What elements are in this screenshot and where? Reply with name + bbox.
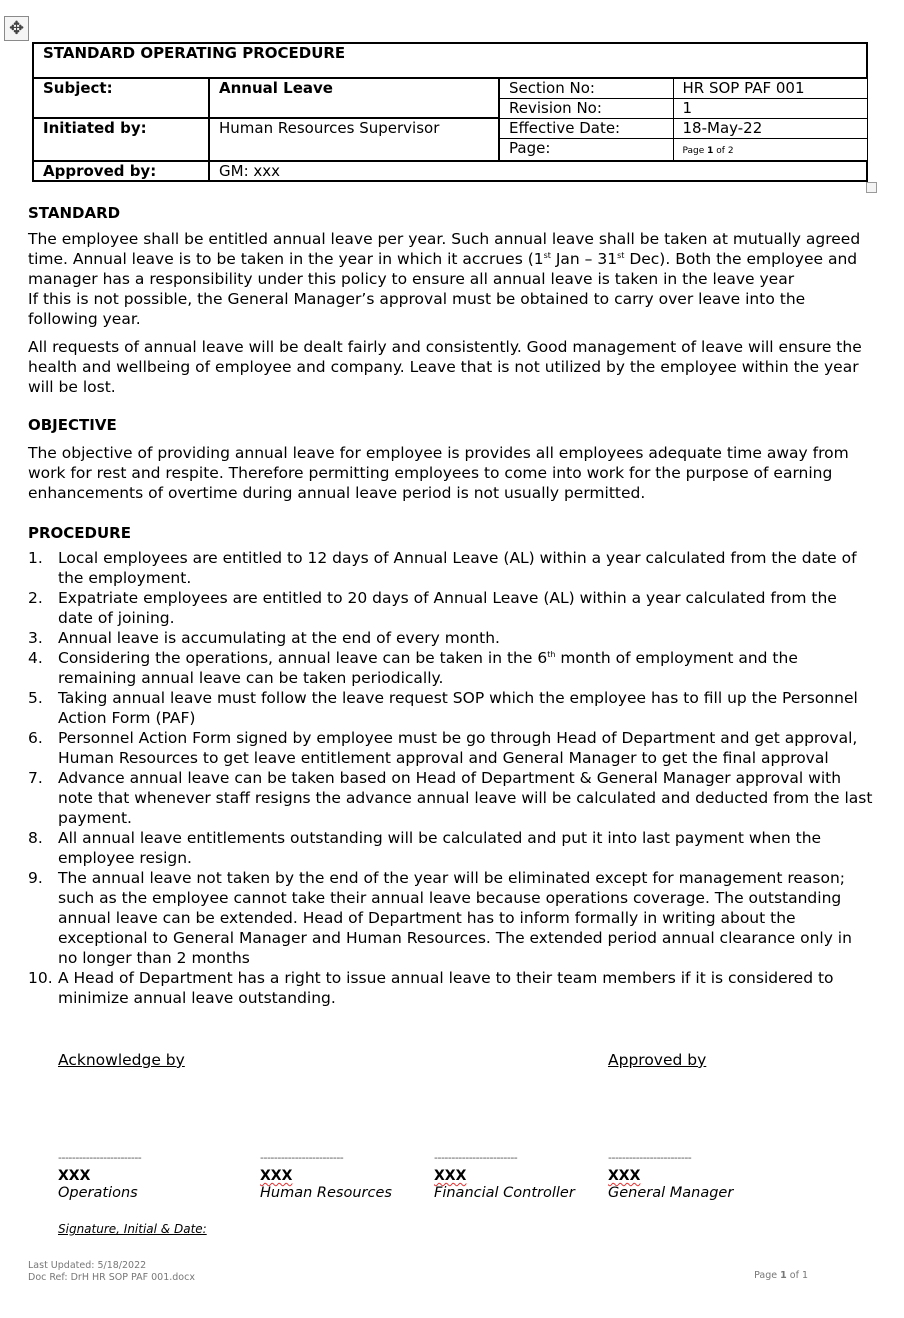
table-resize-handle[interactable]	[866, 182, 877, 193]
footer-page-pre: Page	[754, 1270, 781, 1281]
list-item-number: 3.	[28, 629, 43, 647]
signer-role-human-resources: Human Resources	[260, 1185, 392, 1201]
list-item-text: The annual leave not taken by the end of the year will be eliminated except for management reason; such as the employee cannot take their annual leave because operations coverage. The outstanding annual leave can be extended. Head of Department has to inform formally in writing about the exceptional to General Manager and Human Resources. The extended period annual clearance only in no longer than 2 months	[58, 869, 852, 967]
list-item	[28, 548, 876, 588]
list-item	[28, 628, 876, 648]
page-value-pre: Page	[682, 145, 708, 156]
initiated-label: Initiated by:	[33, 118, 209, 161]
list-item	[28, 868, 876, 968]
approved-by-label: Approved by	[608, 1051, 707, 1069]
signature-note: Signature, Initial & Date:	[58, 1222, 207, 1236]
signature-line: ------------------------	[58, 1151, 142, 1164]
list-item-text-a: Considering the operations, annual leave can be taken in the 6	[58, 649, 548, 667]
list-item	[28, 768, 876, 828]
objective-heading: OBJECTIVE	[28, 416, 117, 434]
standard-p1-part-d: If this is not possible, the General Manager’s approval must be obtained to carry over leave into the following year.	[28, 290, 806, 328]
signature-line: ------------------------	[260, 1151, 344, 1164]
footer-page-current: 1	[780, 1270, 787, 1281]
list-item	[28, 688, 876, 728]
acknowledge-by-label: Acknowledge by	[58, 1051, 185, 1069]
list-item-sup: th	[547, 650, 556, 659]
list-item-number: 5.	[28, 689, 43, 707]
list-item	[28, 968, 876, 1008]
list-item-text: Advance annual leave can be taken based on Head of Department & General Manager approval with note that whenever staff resigns the advance annual leave will be calculated and deducted from the last payment.	[58, 769, 873, 827]
footer-page-post: of 1	[786, 1270, 808, 1281]
footer-meta	[28, 1260, 195, 1284]
standard-p1-part-c: Dec). Both the employee and manager has a responsibility under this policy to ensure all annual leave is taken in the leave year	[28, 250, 858, 288]
list-item-text: Local employees are entitled to 12 days of Annual Leave (AL) within a year calculated from the date of the employment.	[58, 549, 857, 587]
list-item-number: 10.	[28, 969, 53, 987]
signer-name-general-manager: XXX	[608, 1168, 641, 1184]
footer-last-updated: Last Updated: 5/18/2022	[28, 1260, 147, 1271]
initiated-value: Human Resources Supervisor	[209, 118, 499, 161]
subject-value: Annual Leave	[209, 78, 499, 118]
section-label: Section No:	[499, 78, 673, 98]
list-item-text: A Head of Department has a right to issue annual leave to their team members if it is considered to minimize annual leave outstanding.	[58, 969, 834, 1007]
list-item-number: 6.	[28, 729, 43, 747]
list-item	[28, 648, 876, 688]
procedure-list	[28, 548, 876, 1008]
page-value-post: of 2	[713, 145, 734, 156]
standard-p1-sup-2: st	[617, 251, 625, 260]
signer-name-human-resources: XXX	[260, 1168, 293, 1184]
sop-title: STANDARD OPERATING PROCEDURE	[33, 43, 867, 78]
standard-heading: STANDARD	[28, 204, 121, 222]
list-item-text: Personnel Action Form signed by employee must be go through Head of Department and get approval, Human Resources to get leave entitlement approval and General Manager to get the final approval	[58, 729, 858, 767]
subject-label: Subject:	[33, 78, 209, 118]
signature-line: ------------------------	[434, 1151, 518, 1164]
standard-p1-sup-1: st	[543, 251, 551, 260]
signer-role-financial-controller: Financial Controller	[434, 1185, 575, 1201]
standard-p1-part-b: Jan – 31	[550, 250, 618, 268]
list-item-text: All annual leave entitlements outstanding will be calculated and put it into last payment when the employee resign.	[58, 829, 822, 867]
section-value: HR SOP PAF 001	[673, 78, 867, 98]
list-item-number: 8.	[28, 829, 43, 847]
list-item-text: Taking annual leave must follow the leave request SOP which the employee has to fill up the Personnel Action Form (PAF)	[58, 689, 858, 727]
effective-date-value: 18-May-22	[673, 118, 867, 138]
standard-paragraph-2: All requests of annual leave will be dealt fairly and consistently. Good management of leave will ensure the health and wellbeing of employee and company. Leave that is not utilized by the employee within the year will be lost.	[28, 338, 862, 396]
footer-page-number	[754, 1270, 808, 1282]
approved-label: Approved by:	[33, 161, 209, 181]
list-item-number: 9.	[28, 869, 43, 887]
list-item-text: Annual leave is accumulating at the end of every month.	[58, 629, 500, 647]
list-item	[28, 588, 876, 628]
sop-header-table	[32, 42, 868, 182]
list-item-text-b: month of employment and the remaining annual leave can be taken periodically.	[58, 649, 798, 687]
list-item-number: 4.	[28, 649, 43, 667]
objective-paragraph: The objective of providing annual leave for employee is provides all employees adequate time away from work for rest and respite. Therefore permitting employees to come into work for the purpose of earning enhancements of overtime during annual leave period is not usually permitted.	[28, 444, 849, 502]
page-label: Page:	[499, 138, 673, 161]
signer-role-general-manager: General Manager	[608, 1185, 734, 1201]
signer-name-financial-controller: XXX	[434, 1168, 467, 1184]
list-item	[28, 728, 876, 768]
list-item-number: 1.	[28, 549, 43, 567]
procedure-heading: PROCEDURE	[28, 524, 131, 542]
standard-p1-part-a: The employee shall be entitled annual leave per year. Such annual leave shall be taken at mutually agreed time. Annual leave is to be taken in the year in which it accrues (1	[28, 230, 861, 268]
standard-paragraph-1	[28, 229, 876, 329]
list-item-number: 7.	[28, 769, 43, 787]
revision-label: Revision No:	[499, 98, 673, 118]
page-value	[673, 138, 867, 161]
effective-date-label: Effective Date:	[499, 118, 673, 138]
page-value-current: 1	[707, 145, 714, 156]
revision-value: 1	[673, 98, 867, 118]
list-item	[28, 828, 876, 868]
signature-line: ------------------------	[608, 1151, 692, 1164]
list-item-number: 2.	[28, 589, 43, 607]
list-item-text: Expatriate employees are entitled to 20 days of Annual Leave (AL) within a year calculated from the date of joining.	[58, 589, 837, 627]
approved-value: GM: xxx	[209, 161, 867, 181]
signer-role-operations: Operations	[58, 1185, 138, 1201]
table-move-handle-icon[interactable]: ✥	[4, 16, 29, 41]
signer-name-operations: XXX	[58, 1168, 91, 1184]
footer-doc-ref: Doc Ref: DrH HR SOP PAF 001.docx	[28, 1272, 195, 1283]
